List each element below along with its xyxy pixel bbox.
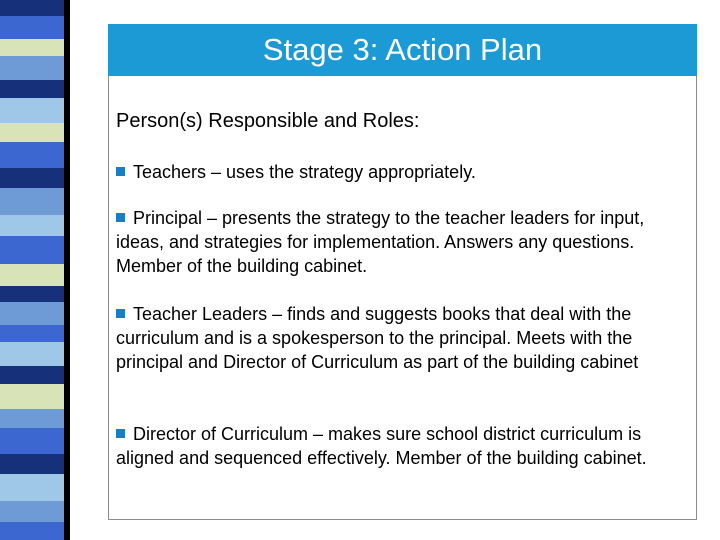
- stripe-block: [0, 325, 64, 342]
- bullet-item-text: Principal – presents the strategy to the teacher leaders for input, ideas, and strategies for implementation. Answers any questions. Member of the building cabinet.: [116, 208, 645, 276]
- bullet-item-text: Director of Curriculum – makes sure school district curriculum is aligned and sequenced effectively. Member of the building cabinet.: [116, 424, 647, 468]
- square-bullet-icon: [116, 309, 125, 318]
- decorative-stripe-column: [0, 0, 80, 540]
- stripe-block: [0, 16, 64, 39]
- stripe-block: [0, 80, 64, 98]
- stripe-block: [0, 123, 64, 142]
- stripe-block: [0, 454, 64, 474]
- stripe-block: [0, 428, 64, 454]
- stripe-block: [0, 0, 64, 16]
- stripe-block: [0, 474, 64, 501]
- stripe-block: [0, 56, 64, 80]
- title-bar: [108, 24, 697, 76]
- stripe-block: [0, 264, 64, 286]
- stripe-block: [0, 302, 64, 325]
- square-bullet-icon: [116, 213, 125, 222]
- stripe-block: [0, 286, 64, 302]
- bullet-item: [116, 422, 676, 470]
- stripe-block: [0, 39, 64, 56]
- stripe-block: [0, 188, 64, 215]
- stripe-block: [0, 366, 64, 384]
- slide-title: Stage 3: Action Plan: [262, 32, 543, 67]
- stripe-block: [0, 98, 64, 123]
- bullet-item-text: Teachers – uses the strategy appropriately.: [133, 162, 476, 182]
- stripe-block: [0, 522, 64, 540]
- stripe-block: [0, 384, 64, 409]
- stripe-block: [0, 142, 64, 168]
- bullet-item: [116, 302, 676, 374]
- stripe-block: [0, 342, 64, 366]
- stripe-block: [0, 501, 64, 522]
- bullet-item: [116, 160, 676, 184]
- square-bullet-icon: [116, 167, 125, 176]
- section-heading: Person(s) Responsible and Roles:: [116, 110, 420, 132]
- stripe-block: [0, 409, 64, 428]
- stripe-block: [0, 168, 64, 188]
- stripe-block: [0, 215, 64, 236]
- bullet-item: [116, 206, 676, 278]
- stripe-block: [0, 236, 64, 264]
- stripe-divider: [64, 0, 70, 540]
- square-bullet-icon: [116, 429, 125, 438]
- bullet-item-text: Teacher Leaders – finds and suggests books that deal with the curriculum and is a spokesperson to the principal. Meets with the principal and Director of Curriculum as part of the building cabinet: [116, 304, 639, 372]
